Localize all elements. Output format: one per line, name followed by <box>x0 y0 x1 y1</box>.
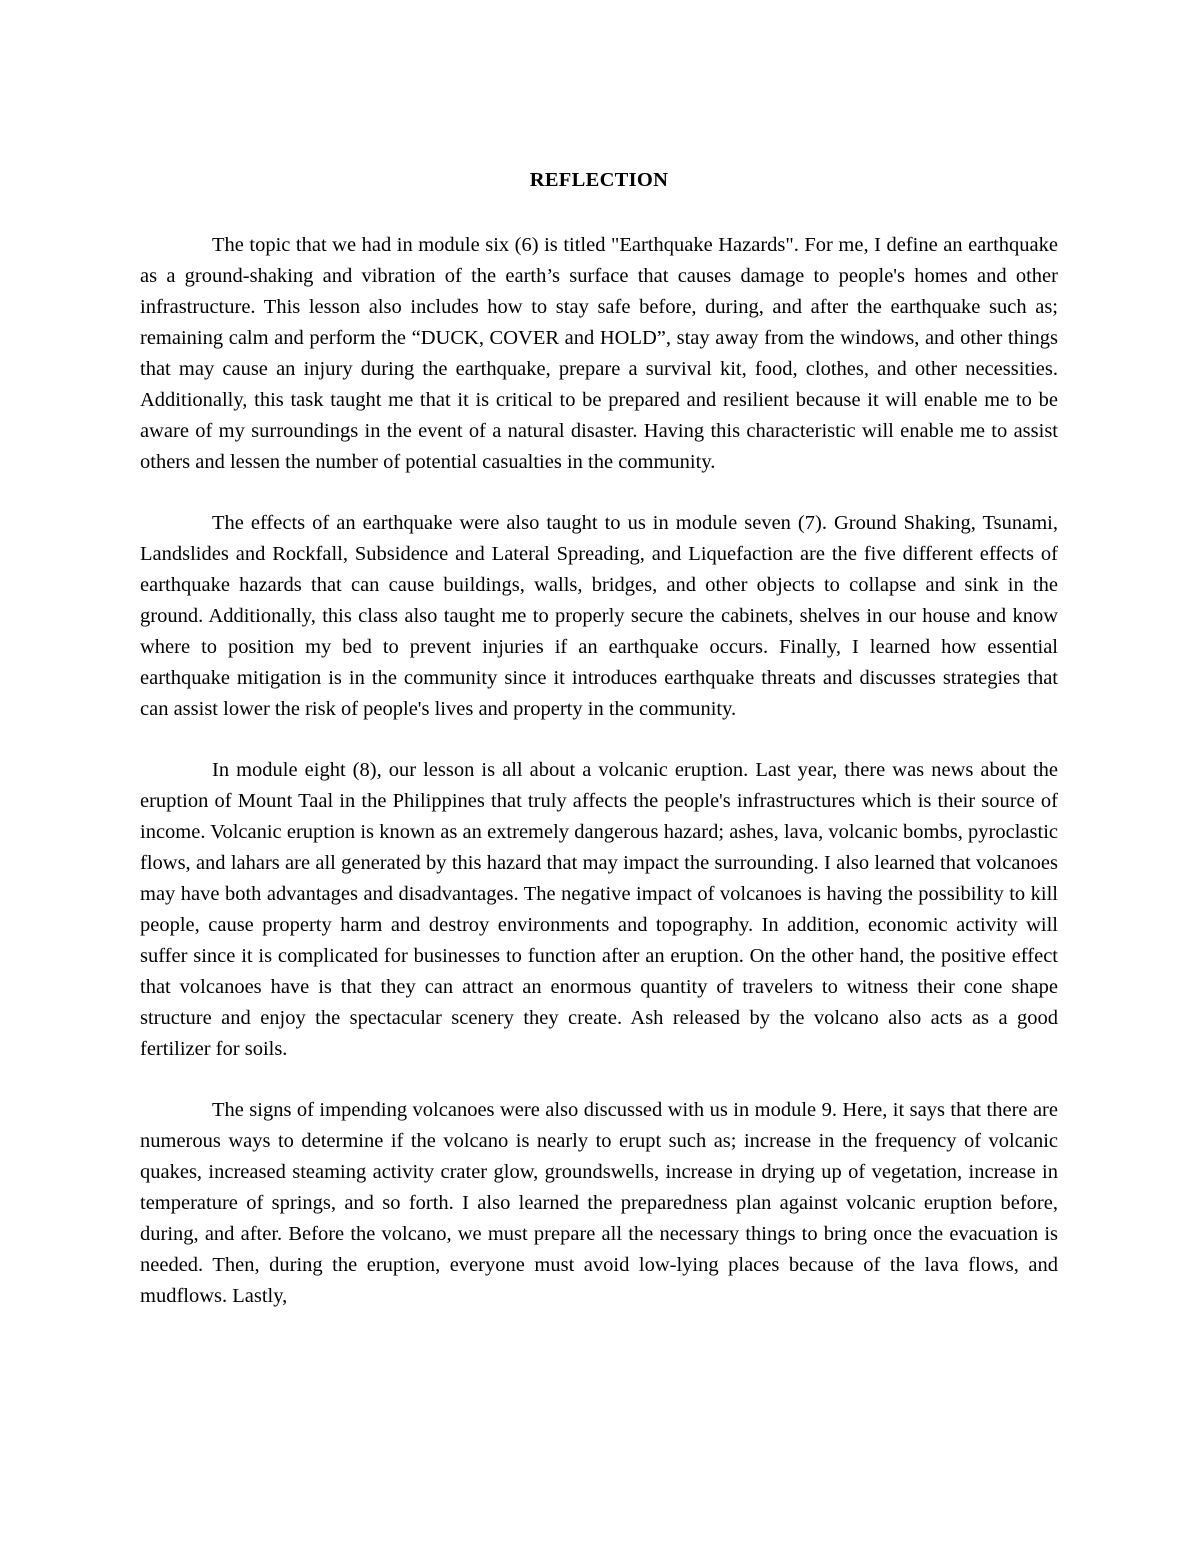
paragraph-module-nine: The signs of impending volcanoes were also discussed with us in module 9. Here, it says that there are numerous ways to determine if the volcano is nearly to erupt such as; increase in the frequency of volcanic quakes, increased steaming activity crater glow, groundswells, increase in drying up of vegetation, increase in temperature of springs, and so forth. I also learned the preparedness plan against volcanic eruption before, during, and after. Before the volcano, we must prepare all the necessary things to bring once the evacuation is needed. Then, during the eruption, everyone must avoid low-lying places because of the lava flows, and mudflows. Lastly, <box>140 1099 1058 1307</box>
paragraph-module-seven: The effects of an earthquake were also taught to us in module seven (7). Ground Shaking, Tsunami, Landslides and Rockfall, Subsidence and Lateral Spreading, and Liquefaction are the five different effects of earthquake hazards that can cause buildings, walls, bridges, and other objects to collapse and sink in the ground. Additionally, this class also taught me to properly secure the cabinets, shelves in our house and know where to position my bed to prevent injuries if an earthquake occurs. Finally, I learned how essential earthquake mitigation is in the community since it introduces earthquake threats and discusses strategies that can assist lower the risk of people's lives and property in the community. <box>140 512 1058 720</box>
document-title: REFLECTION <box>529 169 669 191</box>
paragraph-module-eight: In module eight (8), our lesson is all about a volcanic eruption. Last year, there was news about the eruption of Mount Taal in the Philippines that truly affects the people's infrastructures which is their source of income. Volcanic eruption is known as an extremely dangerous hazard; ashes, lava, volcanic bombs, pyroclastic flows, and lahars are all generated by this hazard that may impact the surrounding. I also learned that volcanoes may have both advantages and disadvantages. The negative impact of volcanoes is having the possibility to kill people, cause property harm and destroy environments and topography. In addition, economic activity will suffer since it is complicated for businesses to function after an eruption. On the other hand, the positive effect that volcanoes have is that they can attract an enormous quantity of travelers to witness their cone shape structure and enjoy the spectacular scenery they create. Ash released by the volcano also acts as a good fertilizer for soils. <box>140 759 1058 1060</box>
paragraph-module-six: The topic that we had in module six (6) is titled "Earthquake Hazards". For me, I define an earthquake as a ground-shaking and vibration of the earth’s surface that causes damage to people's homes and other infrastructure. This lesson also includes how to stay safe before, during, and after the earthquake such as; remaining calm and perform the “DUCK, COVER and HOLD”, stay away from the windows, and other things that may cause an injury during the earthquake, prepare a survival kit, food, clothes, and other necessities. Additionally, this task taught me that it is critical to be prepared and resilient because it will enable me to be aware of my surroundings in the event of a natural disaster. Having this characteristic will enable me to assist others and lessen the number of potential casualties in the community. <box>140 234 1058 473</box>
document-body <box>140 160 1058 1312</box>
